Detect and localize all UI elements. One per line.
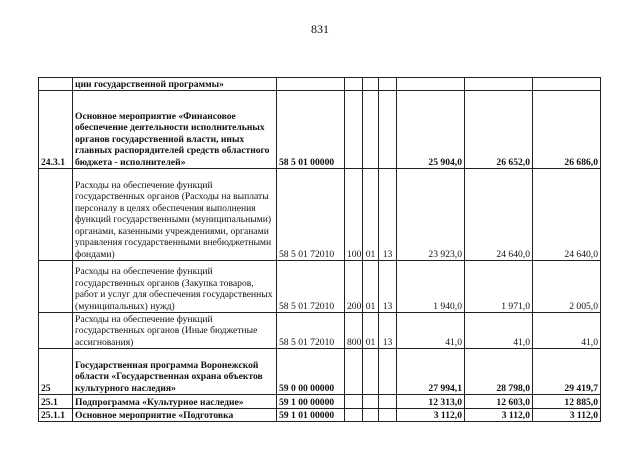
row-amount-year1-cell: 25 904,0 (397, 91, 465, 169)
row-amount-year1-cell: 23 923,0 (397, 169, 465, 261)
row-rz-cell: 01 (363, 261, 379, 313)
table-row (39, 409, 601, 422)
row-pr-cell (379, 78, 397, 91)
row-vr-cell (345, 409, 363, 422)
row-code-cell: 58 5 01 72010 (277, 261, 345, 313)
row-name-cell: Расходы на обеспечение функций государственных органов (Иные бюджетные ассигнования) (73, 313, 277, 349)
row-amount-year2-cell: 12 603,0 (465, 395, 533, 409)
row-pr-cell (379, 395, 397, 409)
row-pr-cell: 13 (379, 313, 397, 349)
row-pr-cell (379, 349, 397, 395)
table-row (39, 169, 601, 261)
row-pr-cell: 13 (379, 261, 397, 313)
row-rz-cell (363, 349, 379, 395)
row-vr-cell (345, 91, 363, 169)
row-vr-cell: 800 (345, 313, 363, 349)
table-row (39, 261, 601, 313)
table-row (39, 395, 601, 409)
row-amount-year1-cell: 1 940,0 (397, 261, 465, 313)
row-name-cell: Расходы на обеспечение функций государственных органов (Закупка товаров, работ и услуг для обеспечения государственных (муниципальных) нужд) (73, 261, 277, 313)
row-rz-cell: 01 (363, 313, 379, 349)
row-code-cell: 58 5 01 72010 (277, 169, 345, 261)
row-number-cell (39, 261, 73, 313)
row-number-cell (39, 78, 73, 91)
row-number-cell (39, 313, 73, 349)
row-amount-year1-cell: 27 994,1 (397, 349, 465, 395)
row-amount-year3-cell (533, 78, 601, 91)
row-rz-cell (363, 395, 379, 409)
row-vr-cell: 200 (345, 261, 363, 313)
row-vr-cell: 100 (345, 169, 363, 261)
row-amount-year2-cell: 1 971,0 (465, 261, 533, 313)
table-row (39, 349, 601, 395)
row-number-cell: 25 (39, 349, 73, 395)
row-amount-year3-cell: 3 112,0 (533, 409, 601, 422)
row-code-cell: 59 1 01 00000 (277, 409, 345, 422)
row-pr-cell (379, 409, 397, 422)
row-number-cell (39, 169, 73, 261)
row-rz-cell (363, 409, 379, 422)
row-name-cell: Подпрограмма «Культурное наследие» (73, 395, 277, 409)
row-number-cell: 25.1.1 (39, 409, 73, 422)
row-name-cell: ции государственной программы» (73, 78, 277, 91)
row-amount-year3-cell: 26 686,0 (533, 91, 601, 169)
row-name-cell: Расходы на обеспечение функций государственных органов (Расходы на выплаты персоналу в целях обеспечения выполнения функций государственными (муниципальными) органами, казенными учреждениями, органами управления государственными внебюджетными фондами) (73, 169, 277, 261)
row-code-cell: 58 5 01 00000 (277, 91, 345, 169)
row-pr-cell: 13 (379, 169, 397, 261)
table-row (39, 91, 601, 169)
row-amount-year3-cell: 12 885,0 (533, 395, 601, 409)
row-rz-cell: 01 (363, 169, 379, 261)
row-pr-cell (379, 91, 397, 169)
table-row (39, 78, 601, 91)
table-row (39, 313, 601, 349)
row-amount-year2-cell (465, 78, 533, 91)
row-amount-year3-cell: 29 419,7 (533, 349, 601, 395)
row-amount-year3-cell: 2 005,0 (533, 261, 601, 313)
page-number: 831 (311, 22, 329, 36)
row-amount-year2-cell: 41,0 (465, 313, 533, 349)
row-name-cell: Основное мероприятие «Финансовое обеспечение деятельности исполнительных органов государственной власти, иных главных распорядителей средств областного бюджета - исполнителей» (73, 91, 277, 169)
row-code-cell: 58 5 01 72010 (277, 313, 345, 349)
row-number-cell: 25.1 (39, 395, 73, 409)
row-amount-year1-cell: 41,0 (397, 313, 465, 349)
budget-table (38, 77, 601, 422)
row-code-cell: 59 0 00 00000 (277, 349, 345, 395)
row-amount-year2-cell: 3 112,0 (465, 409, 533, 422)
row-amount-year1-cell: 12 313,0 (397, 395, 465, 409)
row-vr-cell (345, 78, 363, 91)
row-vr-cell (345, 349, 363, 395)
row-amount-year2-cell: 28 798,0 (465, 349, 533, 395)
row-amount-year2-cell: 26 652,0 (465, 91, 533, 169)
row-amount-year2-cell: 24 640,0 (465, 169, 533, 261)
row-amount-year3-cell: 41,0 (533, 313, 601, 349)
row-amount-year3-cell: 24 640,0 (533, 169, 601, 261)
row-code-cell (277, 78, 345, 91)
row-code-cell: 59 1 00 00000 (277, 395, 345, 409)
row-amount-year1-cell (397, 78, 465, 91)
row-name-cell: Государственная программа Воронежской области «Государственная охрана объектов культурного наследия» (73, 349, 277, 395)
row-amount-year1-cell: 3 112,0 (397, 409, 465, 422)
row-name-cell: Основное мероприятие «Подготовка (73, 409, 277, 422)
row-rz-cell (363, 91, 379, 169)
row-number-cell: 24.3.1 (39, 91, 73, 169)
row-vr-cell (345, 395, 363, 409)
row-rz-cell (363, 78, 379, 91)
